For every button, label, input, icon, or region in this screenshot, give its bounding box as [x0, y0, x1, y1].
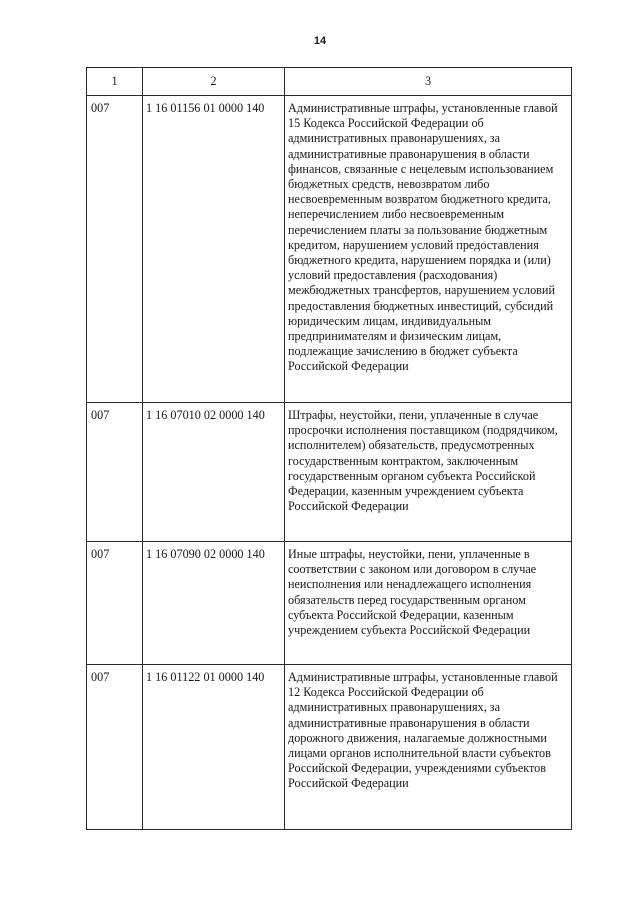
kbk-code-text: 1 16 07010 02 0000 140 — [146, 408, 265, 422]
column-header-2: 2 — [143, 68, 285, 96]
table-header-row — [87, 68, 572, 96]
description-cell — [285, 403, 572, 542]
admin-code-cell — [87, 542, 143, 665]
description-text: Штрафы, неустойки, пени, уплаченные в случае просрочки исполнения поставщиком (подрядчиком, исполнителем) обязательств, предусмотренных государственным контрактом, заключенным государственным органом субъекта Российской Федерации, казенным учреждением субъекта Российской Федерации — [288, 408, 558, 514]
admin-code-text: 007 — [91, 670, 110, 684]
budget-codes-table — [86, 67, 572, 830]
kbk-code-text: 1 16 07090 02 0000 140 — [146, 547, 265, 561]
description-cell — [285, 542, 572, 665]
admin-code-cell — [87, 403, 143, 542]
page-number: 14 — [313, 35, 327, 47]
admin-code-cell — [87, 665, 143, 830]
kbk-code-cell — [143, 665, 285, 830]
description-text: Иные штрафы, неустойки, пени, уплаченные в соответствии с законом или договором в случае неисполнения или ненадлежащего исполнения обязательств перед государственным органом субъекта Российской Федерации, казенным учреждением субъекта Российской Федерации — [288, 547, 537, 638]
column-header-3: 3 — [285, 68, 572, 96]
admin-code-text: 007 — [91, 101, 110, 115]
kbk-code-cell — [143, 542, 285, 665]
table-row — [87, 665, 572, 830]
description-text: Административные штрафы, установленные главой 12 Кодекса Российской Федерации об административных правонарушениях, за административные правонарушения в области дорожного движения, налагаемые должностными лицами органов исполнительной власти субъектов Российской Федерации, учреждениями субъектов Российской Федерации — [288, 670, 558, 791]
admin-code-text: 007 — [91, 408, 110, 422]
kbk-code-text: 1 16 01122 01 0000 140 — [146, 670, 265, 684]
table-row — [87, 542, 572, 665]
admin-code-cell — [87, 96, 143, 403]
kbk-code-cell — [143, 96, 285, 403]
description-cell — [285, 96, 572, 403]
kbk-code-cell — [143, 403, 285, 542]
table-row — [87, 96, 572, 403]
admin-code-text: 007 — [91, 547, 110, 561]
table-row — [87, 403, 572, 542]
description-text: Административные штрафы, установленные главой 15 Кодекса Российской Федерации об административных правонарушениях, за административные правонарушения в области финансов, связанные с нецелевым использованием бюджетных средств, невозвратом либо несвоевременным возвратом бюджетного кредита, неперечислением либо несвоевременным перечислением платы за пользование бюджетным кредитом, нарушением условий предоставления бюджетного кредита, нарушением порядка и (или) условий предоставления (расходования) межбюджетных трансфертов, нарушением условий предоставления бюджетных инвестиций, субсидий юридическим лицам, индивидуальным предпринимателям и физическим лицам, подлежащие зачислению в бюджет субъекта Российской Федерации — [288, 101, 558, 374]
column-header-1: 1 — [87, 68, 143, 96]
description-cell — [285, 665, 572, 830]
kbk-code-text: 1 16 01156 01 0000 140 — [146, 101, 265, 115]
